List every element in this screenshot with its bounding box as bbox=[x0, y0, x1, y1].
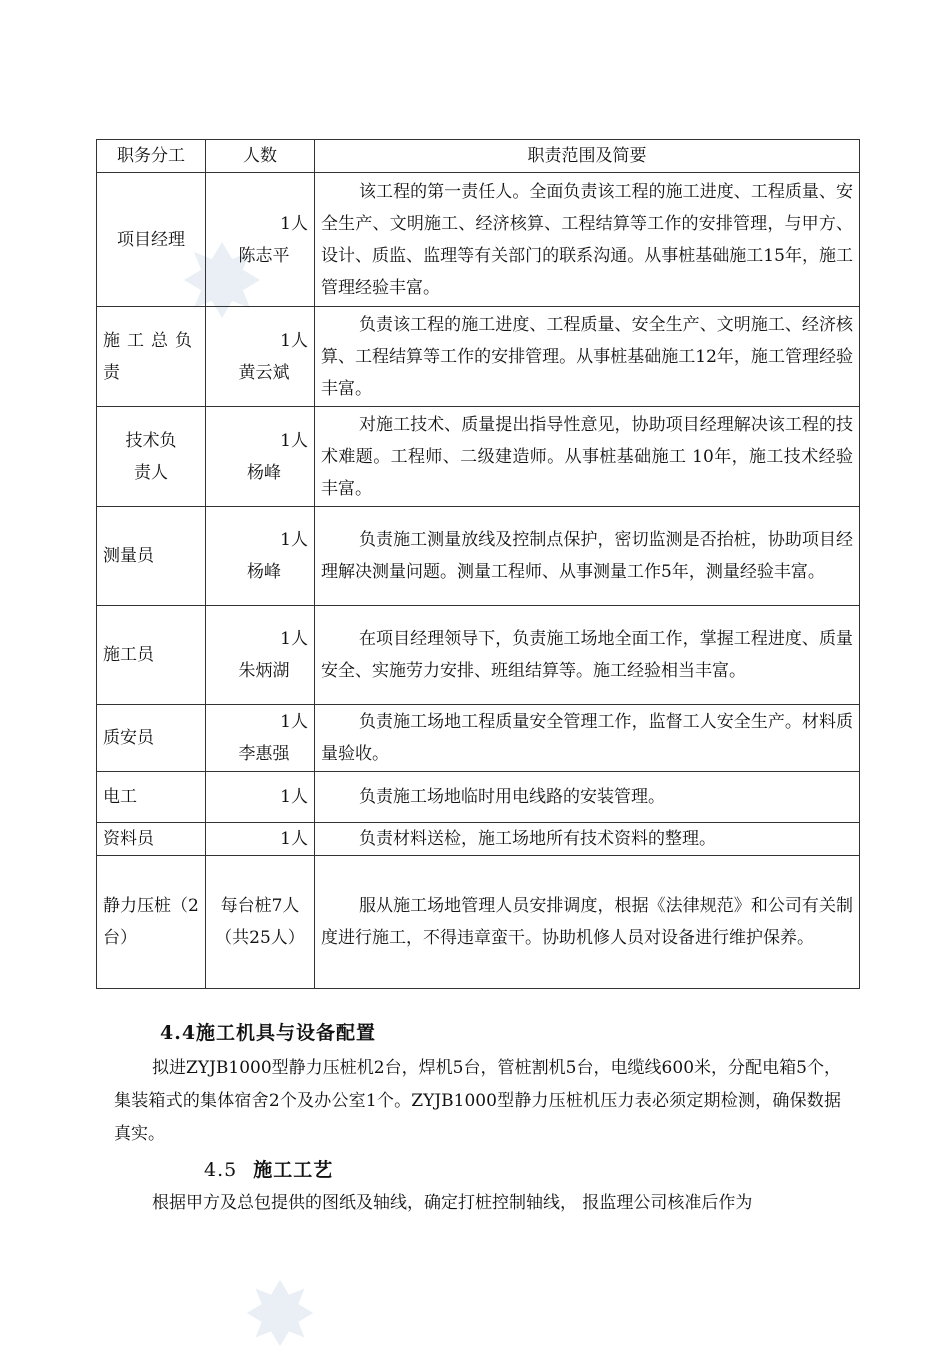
desc-text: 在项目经理领导下，负责施工场地全面工作，掌握工程进度、质量安全、实施劳力安排、班组结算等。施工经验相当丰富。 bbox=[321, 629, 853, 681]
role-cell: 资料员 bbox=[97, 823, 206, 856]
count-cell bbox=[206, 705, 315, 772]
header-desc: 职责范围及简要 bbox=[315, 140, 860, 173]
count-value: 1人 bbox=[280, 629, 308, 649]
table-header-row bbox=[97, 140, 860, 173]
desc-cell bbox=[315, 606, 860, 705]
count-value: 1人 bbox=[280, 787, 308, 807]
count-value: 1人 bbox=[280, 213, 308, 234]
count-cell bbox=[206, 823, 315, 856]
role-cell: 项目经理 bbox=[97, 173, 206, 307]
section-4-5-number: 4.5 bbox=[204, 1159, 238, 1181]
person-name: 杨峰 bbox=[247, 462, 281, 483]
count-cell: 每台桩7人（共25人） bbox=[206, 856, 315, 989]
section-4-4-title: 4.4施工机具与设备配置 bbox=[160, 1022, 377, 1044]
person-name: 陈志平 bbox=[238, 245, 290, 266]
section-4-5-text: 根据甲方及总包提供的图纸及轴线，确定打桩控制轴线， 报监理公司核准后作为 bbox=[152, 1193, 753, 1213]
table-row bbox=[97, 407, 860, 507]
desc-cell bbox=[315, 507, 860, 606]
desc-cell bbox=[315, 705, 860, 772]
table-row bbox=[97, 705, 860, 772]
header-count: 人数 bbox=[206, 140, 315, 173]
count-value: 1人 bbox=[280, 530, 308, 550]
desc-text: 对施工技术、质量提出指导性意见，协助项目经理解决该工程的技术难题。工程师、二级建造师。从事桩基础施工 10年，施工技术经验丰富。 bbox=[321, 414, 853, 499]
table-row bbox=[97, 507, 860, 606]
desc-cell bbox=[315, 307, 860, 407]
desc-cell bbox=[315, 407, 860, 507]
table-row bbox=[97, 856, 860, 989]
table-row bbox=[97, 173, 860, 307]
desc-cell bbox=[315, 856, 860, 989]
desc-cell bbox=[315, 823, 860, 856]
desc-text: 负责该工程的施工进度、工程质量、安全生产、文明施工、经济核算、工程结算等工作的安排管理。从事桩基础施工12年，施工管理经验丰富。 bbox=[321, 314, 853, 399]
role-cell: 质安员 bbox=[97, 705, 206, 772]
staff-duty-table bbox=[96, 139, 860, 989]
count-value: 1人 bbox=[280, 829, 308, 849]
role-cell: 静力压桩（2台） bbox=[97, 856, 206, 989]
section-4-5-title: 施工工艺 bbox=[253, 1159, 334, 1181]
table-row bbox=[97, 307, 860, 407]
header-role: 职务分工 bbox=[97, 140, 206, 173]
table-row bbox=[97, 823, 860, 856]
count-cell bbox=[206, 772, 315, 823]
desc-text: 负责施工场地工程质量安全管理工作，监督工人安全生产。材料质量验收。 bbox=[321, 712, 853, 764]
count-value: 1人 bbox=[280, 330, 308, 351]
desc-text: 服从施工场地管理人员安排调度，根据《法律规范》和公司有关制度进行施工，不得违章蛮干。协助机修人员对设备进行维护保养。 bbox=[321, 896, 853, 948]
desc-text: 负责施工场地临时用电线路的安装管理。 bbox=[359, 787, 665, 807]
desc-text: 负责施工测量放线及控制点保护，密切监测是否抬桩，协助项目经理解决测量问题。测量工程师、从事测量工作5年，测量经验丰富。 bbox=[321, 530, 853, 582]
desc-text: 负责材料送检，施工场地所有技术资料的整理。 bbox=[359, 829, 716, 849]
person-name: 朱炳湖 bbox=[238, 661, 290, 681]
person-name: 李惠强 bbox=[238, 744, 290, 764]
section-4-4-text: 拟进ZYJB1000型静力压桩机2台，焊机5台，管桩割机5台，电缆线600米，分配电箱5个，集装箱式的集体宿舍2个及办公室1个。ZYJB1000型静力压桩机压力表必须定期检测，确保数据真实。 bbox=[114, 1058, 841, 1144]
desc-cell bbox=[315, 772, 860, 823]
count-cell bbox=[206, 307, 315, 407]
role-cell: 电工 bbox=[97, 772, 206, 823]
person-name: 杨峰 bbox=[247, 562, 281, 582]
role-cell: 施工总负责 bbox=[97, 307, 206, 407]
count-value: 1人 bbox=[280, 712, 308, 732]
count-cell bbox=[206, 407, 315, 507]
person-name: 黄云斌 bbox=[238, 362, 290, 383]
table-row bbox=[97, 606, 860, 705]
role-cell: 技术负责人 bbox=[97, 407, 206, 507]
snowflake-watermark-icon bbox=[245, 1278, 315, 1348]
count-cell bbox=[206, 606, 315, 705]
count-value: 1人 bbox=[280, 430, 308, 451]
desc-cell bbox=[315, 173, 860, 307]
role-cell: 施工员 bbox=[97, 606, 206, 705]
table-row bbox=[97, 772, 860, 823]
count-cell bbox=[206, 507, 315, 606]
section-4-5-heading bbox=[204, 1155, 333, 1182]
desc-text: 该工程的第一责任人。全面负责该工程的施工进度、工程质量、安全生产、文明施工、经济核算、工程结算等工作的安排管理，与甲方、设计、质监、监理等有关部门的联系沟通。从事桩基础施工15年，施工管理经验丰富。 bbox=[321, 181, 853, 298]
role-cell: 测量员 bbox=[97, 507, 206, 606]
count-cell bbox=[206, 173, 315, 307]
